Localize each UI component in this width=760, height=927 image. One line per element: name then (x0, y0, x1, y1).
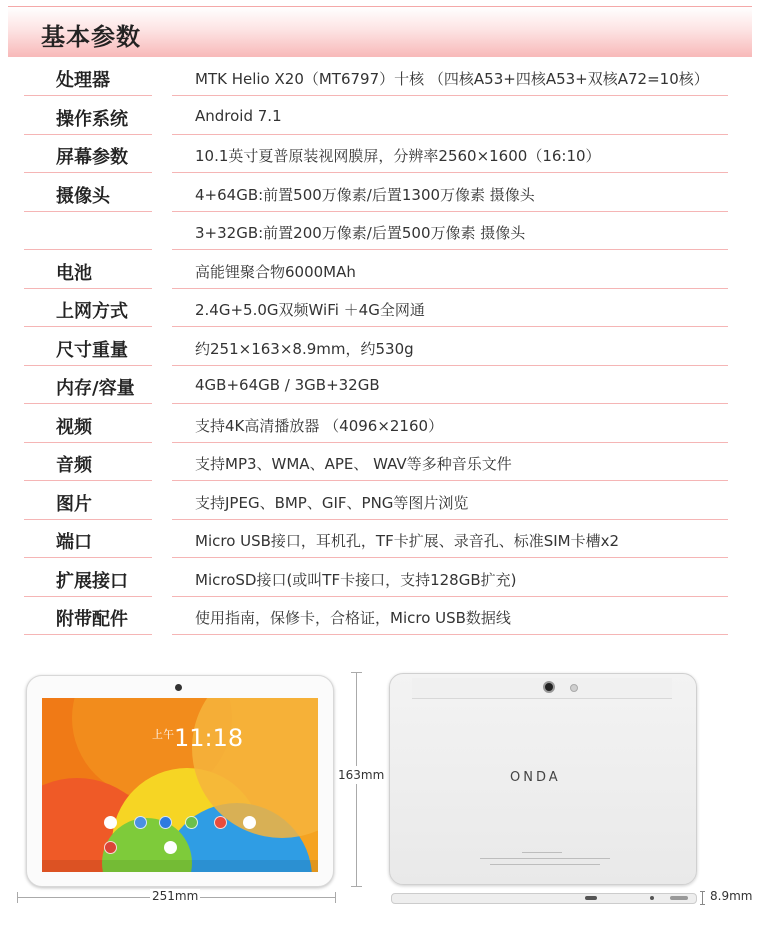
spec-row (24, 559, 728, 598)
spec-value: 约251×163×8.9mm，约530g (195, 339, 414, 358)
section-title: 基本参数 (41, 23, 141, 51)
height-label: 163mm (338, 768, 385, 782)
dimension-cap (335, 892, 336, 903)
spec-row (24, 482, 728, 521)
spec-row (24, 212, 728, 251)
clock-prefix: 上午 (152, 728, 174, 741)
thickness-dimension-mark (700, 891, 705, 905)
spec-row (24, 135, 728, 174)
text-line (490, 864, 600, 865)
front-camera (175, 684, 182, 691)
spec-row (24, 443, 728, 482)
spec-value: 使用指南，保修卡，合格证，Micro USB数据线 (195, 609, 511, 627)
spec-row (24, 58, 728, 97)
tablet-back-image (389, 673, 697, 885)
spec-value: 10.1英寸夏普原装视网膜屏，分辨率2560×1600（16:10） (195, 147, 601, 165)
spec-label: 视频 (56, 416, 92, 438)
spec-value: 支持JPEG、BMP、GIF、PNG等图片浏览 (195, 493, 469, 512)
dimension-cap (351, 672, 362, 673)
spec-row (24, 520, 728, 559)
usb-port (585, 896, 597, 900)
browser-icon (243, 816, 256, 829)
spec-label: 尺寸重量 (56, 339, 128, 361)
spec-label: 音频 (56, 455, 92, 476)
width-label: 251mm (152, 889, 199, 903)
spec-label: 操作系统 (56, 108, 128, 130)
spec-label: 摄像头 (56, 185, 110, 207)
spec-row (24, 328, 728, 367)
messages-icon (185, 816, 198, 829)
spec-value: 支持4K高清播放器 （4096×2160） (195, 416, 444, 435)
headphone-jack (650, 896, 654, 900)
spec-label: 端口 (56, 532, 92, 553)
dimension-cap (351, 886, 362, 887)
app-icon (104, 816, 117, 829)
spec-row (24, 174, 728, 213)
spec-label: 附带配件 (56, 609, 128, 630)
spec-value: 3+32GB:前置200万像素/后置500万像素 摄像头 (195, 224, 526, 242)
flash-icon (570, 684, 578, 692)
spec-row (24, 597, 728, 636)
regulatory-text (480, 852, 610, 866)
spec-table (24, 58, 728, 636)
dimension-cap (17, 892, 18, 903)
spec-label: 图片 (56, 493, 92, 515)
spec-label: 处理器 (56, 70, 110, 91)
spec-value: 2.4G+5.0G双频WiFi ＋4G全网通 (195, 301, 425, 319)
tablet-front-image (26, 675, 334, 887)
spec-value: 支持MP3、WMA、APE、 WAV等多种音乐文件 (195, 455, 512, 473)
spec-value: 4GB+64GB / 3GB+32GB (195, 376, 380, 394)
tablet-side-image (391, 893, 697, 904)
contacts-icon (159, 816, 172, 829)
camera-strip (412, 678, 672, 699)
tablet-screen (42, 698, 318, 872)
spec-row (24, 251, 728, 290)
spec-label: 屏幕参数 (56, 147, 128, 168)
spec-value: Micro USB接口，耳机孔，TF卡扩展、录音孔、标准SIM卡槽x2 (195, 532, 620, 550)
spec-value: 4+64GB:前置500万像素/后置1300万像素 摄像头 (195, 185, 535, 204)
spec-value: Android 7.1 (195, 106, 282, 125)
spec-row (24, 97, 728, 136)
spec-label: 扩展接口 (56, 570, 128, 592)
navigation-bar (42, 860, 318, 872)
phone-icon (134, 816, 147, 829)
clock-time: 11:18 (174, 724, 244, 752)
spec-label: 电池 (56, 262, 92, 284)
spec-value: 高能锂聚合物6000MAh (195, 262, 356, 281)
text-line (480, 858, 610, 859)
spec-row (24, 366, 728, 405)
spec-row (24, 289, 728, 328)
brand-logo: ONDA (510, 770, 561, 785)
side-button (670, 896, 688, 900)
chrome-icon (104, 841, 117, 854)
spec-value: MicroSD接口(或叫TF卡接口，支持128GB扩充) (195, 570, 517, 589)
section-header (8, 6, 752, 57)
app-store-icon (214, 816, 227, 829)
app-drawer-icon (164, 841, 177, 854)
text-line (522, 852, 562, 853)
spec-value: MTK Helio X20（MT6797）十核 （四核A53+四核A53+双核A72=10核） (195, 70, 709, 88)
spec-label: 上网方式 (56, 301, 128, 322)
lockscreen-clock (152, 724, 243, 752)
thickness-label: 8.9mm (710, 889, 753, 903)
rear-camera (543, 681, 555, 693)
spec-label: 内存/容量 (56, 378, 135, 399)
spec-row (24, 405, 728, 444)
